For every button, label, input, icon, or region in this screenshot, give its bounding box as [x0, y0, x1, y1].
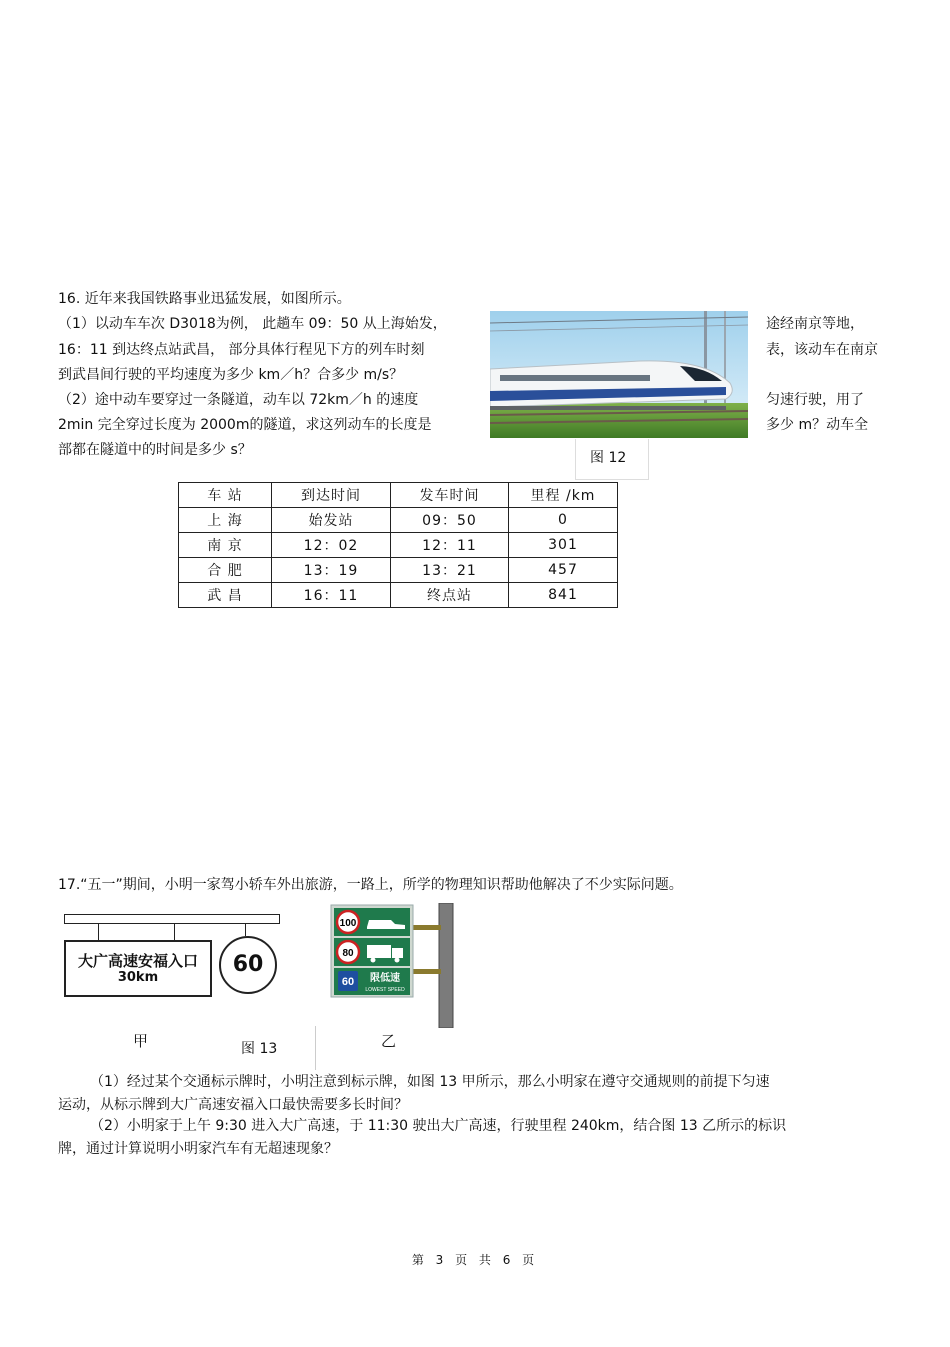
q16-line7a: 部都在隧道中的时间是多少 s？	[58, 442, 252, 458]
cell-arrival: 13：19	[272, 558, 391, 583]
header-arrival: 到达时间	[272, 483, 391, 508]
header-distance: 里程 /km	[509, 483, 618, 508]
q17-part1-line1: （1）经过某个交通标示牌时，小明注意到标示牌，如图 13 甲所示，那么小明家在遵守交通规则的前提下匀速	[90, 1074, 770, 1090]
cell-distance: 457	[509, 558, 618, 583]
label-jia: 甲	[133, 1032, 149, 1050]
cell-station: 武 昌	[179, 583, 272, 608]
table-row	[179, 533, 618, 558]
table-row	[179, 558, 618, 583]
q16-line6a: 2min 完全穿过长度为 2000m的隧道，求这列动车的长度是	[58, 417, 432, 433]
table-header-row	[179, 483, 618, 508]
label-yi: 乙	[381, 1032, 397, 1050]
limit-60-text: 60	[341, 976, 355, 988]
q16-line2a: （1）以动车车次 D3018为例， 此趟车 09：50 从上海始发，	[58, 316, 447, 332]
cell-arrival: 12：02	[272, 533, 391, 558]
limit-80-text: 80	[342, 948, 354, 959]
table-row	[179, 508, 618, 533]
sign-a-destination: 大广高速安福入口	[77, 952, 198, 970]
min-speed-label: 限低速	[370, 973, 400, 984]
sign-a-distance: 30km	[117, 970, 159, 985]
train-photo	[490, 311, 748, 438]
q17-part2-line1: （2）小明家于上午 9:30 进入大广高速，于 11:30 驶出大广高速，行驶里程 240km，结合图 13 乙所示的标识	[90, 1118, 787, 1134]
sign-a-hanger	[245, 923, 246, 936]
limit-100-text: 100	[339, 918, 357, 929]
figure-divider	[315, 1026, 316, 1070]
q16-line6b: 多少 m？动车全	[766, 417, 869, 433]
sign-a-board	[64, 940, 212, 997]
q16-line3a: 16：11 到达终点站武昌， 部分具体行程见下方的列车时刻	[58, 342, 425, 358]
q16-line5a: （2）途中动车要穿过一条隧道，动车以 72km／h 的速度	[58, 392, 419, 408]
cell-distance: 841	[509, 583, 618, 608]
min-speed-label-en: LOWEST SPEED	[365, 987, 405, 993]
q16-line5b: 匀速行驶，用了	[766, 392, 864, 408]
cell-departure: 13：21	[391, 558, 509, 583]
page-footer: 第 3 页 共 6 页	[411, 1253, 539, 1267]
q17-part2-line2: 牌，通过计算说明小明家汽车有无超速现象？	[58, 1141, 338, 1157]
q16-line3b: 表，该动车在南京	[766, 342, 878, 358]
figure-12-caption: 图 12	[590, 450, 627, 466]
cell-arrival: 16：11	[272, 583, 391, 608]
sign-a-hanger	[98, 923, 99, 940]
cell-distance: 301	[509, 533, 618, 558]
sign-a-bar	[64, 914, 280, 924]
q17-line1: 17.“五一”期间，小明一家驾小轿车外出旅游，一路上，所学的物理知识帮助他解决了不少实际问题。	[58, 877, 683, 893]
header-departure: 发车时间	[391, 483, 509, 508]
table-row	[179, 583, 618, 608]
q17-part1-line2: 运动，从标示牌到大广高速安福入口最快需要多长时间？	[58, 1097, 408, 1113]
figure-13-caption: 图 13	[241, 1041, 278, 1057]
cell-departure: 终点站	[391, 583, 509, 608]
q16-line4a: 到武昌间行驶的平均速度为多少 km／h？合多少 m/s？	[58, 367, 404, 383]
cell-departure: 12：11	[391, 533, 509, 558]
header-station: 车 站	[179, 483, 272, 508]
speed-limit-sign: 60	[219, 936, 277, 994]
q16-line2b: 途经南京等地，	[766, 316, 864, 332]
sign-a-hanger	[174, 923, 175, 940]
cell-station: 合 肥	[179, 558, 272, 583]
cell-departure: 09：50	[391, 508, 509, 533]
cell-station: 上 海	[179, 508, 272, 533]
train-timetable	[178, 482, 618, 608]
sign-b	[329, 903, 461, 1028]
cell-distance: 0	[509, 508, 618, 533]
cell-arrival: 始发站	[272, 508, 391, 533]
q16-line1: 16. 近年来我国铁路事业迅猛发展，如图所示。	[58, 291, 351, 307]
cell-station: 南 京	[179, 533, 272, 558]
